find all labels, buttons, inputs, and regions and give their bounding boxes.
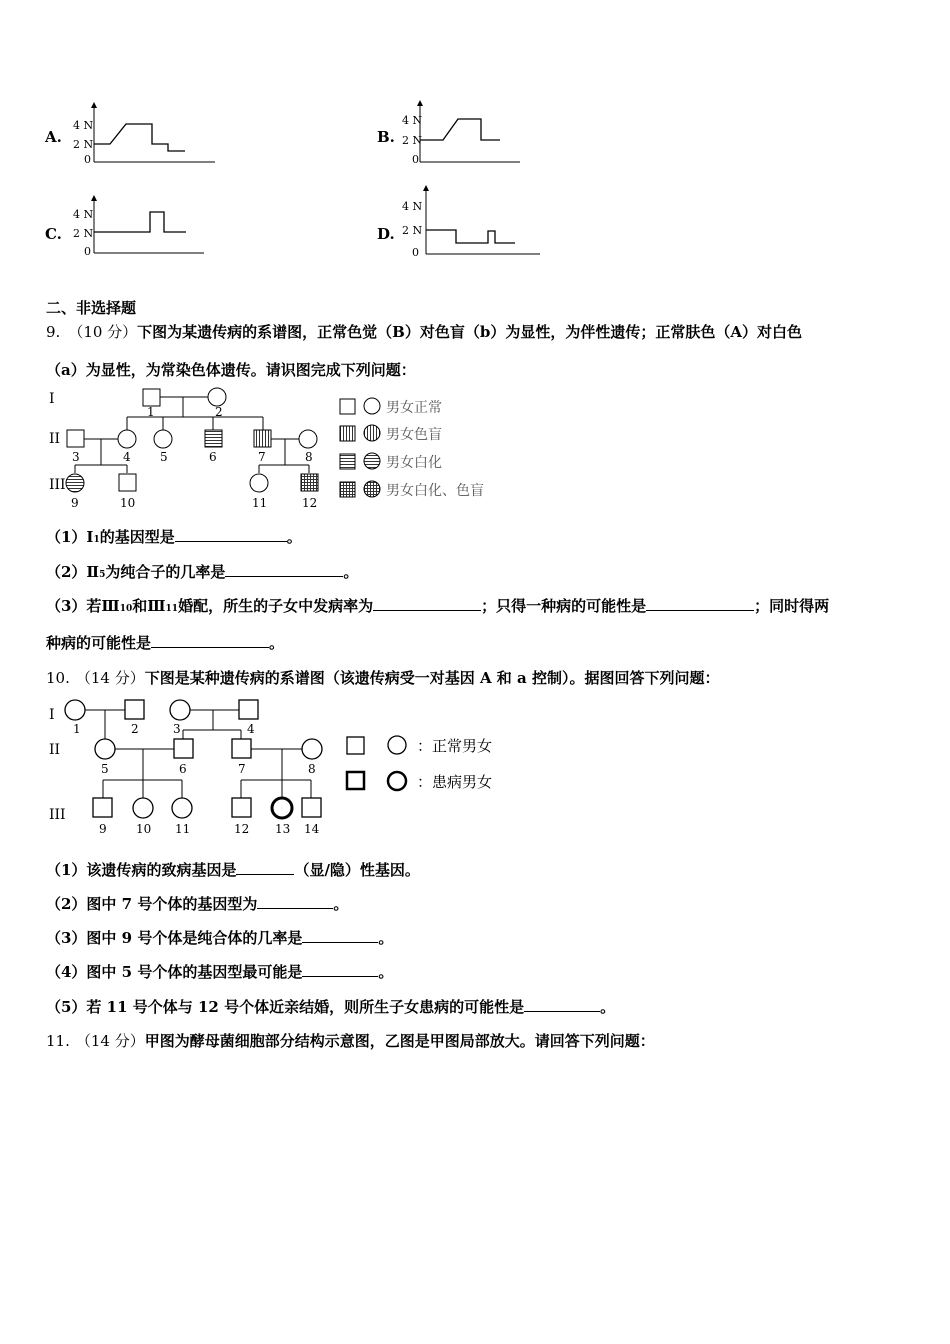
- q9-person-11: [250, 474, 268, 492]
- q10-person-12: [232, 798, 251, 817]
- q10-person-2: [125, 700, 144, 719]
- option-a-curve: [94, 124, 185, 151]
- q10-person-3: [170, 700, 190, 720]
- q10-num-2: 2: [131, 722, 139, 736]
- q9-gen-1: I: [49, 391, 55, 407]
- q9-sub2: （2）Ⅱ5为纯合子的几率是 。: [46, 563, 359, 581]
- q9-person-1: [143, 389, 160, 406]
- option-c-graph: [70, 195, 210, 265]
- q9-person-12: [301, 474, 318, 491]
- q9-num-6: 6: [209, 450, 217, 464]
- q9-person-4: [118, 430, 136, 448]
- q9-sub3-blank1[interactable]: [373, 596, 481, 611]
- q10-stem: 10. （14 分）下图是某种遗传病的系谱图（该遗传病受一对基因 A 和 a 控制）。据图回答下列问题：: [46, 669, 720, 687]
- q10-sub5-blank[interactable]: [524, 997, 600, 1012]
- q9-person-7: [254, 430, 271, 447]
- q9-pedigree: [45, 385, 515, 515]
- option-b-tick-2n: 2 N: [402, 134, 423, 147]
- q10-sub2: （2）图中 7 号个体的基因型为 。: [46, 895, 349, 913]
- q11-points: （14 分）: [75, 1032, 145, 1050]
- q9-person-8: [299, 430, 317, 448]
- q10-num-5: 5: [101, 762, 109, 776]
- q10-num-3: 3: [173, 722, 181, 736]
- q10-person-11: [172, 798, 192, 818]
- q9-num-5: 5: [160, 450, 168, 464]
- q9-sub3-blank2[interactable]: [646, 596, 754, 611]
- q9-sub2-blank[interactable]: [225, 562, 343, 577]
- option-d-tick-2n: 2 N: [402, 224, 423, 237]
- option-d-curve: [426, 230, 515, 243]
- q10-num-14: 14: [304, 822, 320, 836]
- q9-sub1: （1）Ⅰ1的基因型是 。: [46, 528, 302, 546]
- q9-sub3-line2: 种病的可能性是 。: [46, 634, 285, 652]
- q10-num-12: 12: [234, 822, 250, 836]
- q9-num-7: 7: [258, 450, 266, 464]
- q9-number: 9.: [46, 323, 61, 341]
- q9-sub3-blank3[interactable]: [151, 633, 269, 648]
- q9-legend-1: 男女正常: [386, 400, 442, 416]
- q10-sub2-blank[interactable]: [257, 894, 333, 909]
- section-title: 二、非选择题: [46, 299, 137, 317]
- option-c-tick-4n: 4 N: [73, 208, 94, 221]
- q10-sub3-blank[interactable]: [302, 928, 378, 943]
- q10-person-5: [95, 739, 115, 759]
- q9-legend-2: 男女色盲: [386, 427, 442, 443]
- option-b-curve: [420, 119, 500, 140]
- q9-legend-4: 男女白化、色盲: [386, 483, 484, 499]
- q9-sub1-blank[interactable]: [175, 527, 287, 542]
- q10-sub1: （1）该遗传病的致病基因是 （显/隐）性基因。: [46, 861, 420, 879]
- q9-gen-2: II: [49, 431, 61, 447]
- option-b-tick-4n: 4 N: [402, 114, 423, 127]
- option-d-tick-0: 0: [412, 246, 419, 259]
- q9-num-12: 12: [302, 496, 318, 510]
- q10-person-6: [174, 739, 193, 758]
- q9-gen-3: III: [49, 477, 66, 493]
- q9-person-6: [205, 430, 222, 447]
- q10-sub4-blank[interactable]: [302, 962, 378, 977]
- q11-stem: 11. （14 分）甲图为酵母菌细胞部分结构示意图，乙图是甲图局部放大。请回答下列问题：: [46, 1032, 655, 1050]
- q9-points: （10 分）: [68, 323, 138, 341]
- q10-num-4: 4: [247, 722, 255, 736]
- q9-person-10: [119, 474, 136, 491]
- option-c-tick-2n: 2 N: [73, 227, 94, 240]
- q10-gen-1: I: [49, 707, 55, 723]
- q10-num-1: 1: [73, 722, 81, 736]
- q9-stem-line1: 下图为某遗传病的系谱图，正常色觉（B）对色盲（b）为显性，为伴性遗传；正常肤色（A）对白色: [137, 323, 802, 341]
- q10-num-8: 8: [308, 762, 316, 776]
- q10-sub5: （5）若 11 号个体与 12 号个体近亲结婚，则所生子女患病的可能性是 。: [46, 998, 616, 1016]
- option-b-tick-0: 0: [412, 153, 419, 166]
- q9-num-4: 4: [123, 450, 131, 464]
- q10-legend-affected: ：患病男女: [417, 773, 493, 791]
- option-d-label: D.: [377, 225, 395, 243]
- option-c-curve: [94, 212, 186, 232]
- q10-person-13: [272, 798, 292, 818]
- q9-person-9: [66, 474, 84, 492]
- q10-person-14: [302, 798, 321, 817]
- q11-number: 11.: [46, 1032, 70, 1050]
- option-d-graph: [398, 183, 548, 263]
- option-a-graph: [70, 100, 220, 170]
- q10-pedigree: [45, 693, 515, 843]
- q10-person-9: [93, 798, 112, 817]
- q9-num-8: 8: [305, 450, 313, 464]
- q10-points: （14 分）: [75, 669, 145, 687]
- q10-num-13: 13: [275, 822, 291, 836]
- q10-num-6: 6: [179, 762, 187, 776]
- q10-person-7: [232, 739, 251, 758]
- option-a-tick-2n: 2 N: [73, 138, 94, 151]
- q10-person-4: [239, 700, 258, 719]
- option-a-tick-0: 0: [84, 153, 91, 166]
- q9-num-10: 10: [120, 496, 136, 510]
- option-d-tick-4n: 4 N: [402, 200, 423, 213]
- q10-num-9: 9: [99, 822, 107, 836]
- q9-num-1: 1: [147, 405, 155, 419]
- q9-num-2: 2: [215, 405, 223, 419]
- q10-person-8: [302, 739, 322, 759]
- q9-stem-line2: （a）为显性，为常染色体遗传。请识图完成下列问题：: [46, 361, 416, 379]
- option-a-tick-4n: 4 N: [73, 119, 94, 132]
- option-a-label: A.: [45, 128, 62, 146]
- q9-num-11: 11: [252, 496, 268, 510]
- q9-num-9: 9: [71, 496, 79, 510]
- q9-sub3-line1: （3）若Ⅲ10和Ⅲ11婚配，所生的子女中发病率为 ；只得一种病的可能性是 ；同时得两: [46, 597, 830, 615]
- q10-sub4: （4）图中 5 号个体的基因型最可能是 。: [46, 963, 394, 981]
- q9-line1: [46, 321, 802, 342]
- q9-person-2: [208, 388, 226, 406]
- q10-gen-2: II: [49, 742, 61, 758]
- q10-sub1-blank[interactable]: [236, 860, 294, 875]
- q9-legend-3: 男女白化: [386, 455, 442, 471]
- option-b-graph: [398, 98, 528, 168]
- option-b-label: B.: [377, 128, 395, 146]
- option-c-label: C.: [45, 225, 62, 243]
- q9-num-3: 3: [72, 450, 80, 464]
- q10-person-1: [65, 700, 85, 720]
- q10-number: 10.: [46, 669, 70, 687]
- q10-person-10: [133, 798, 153, 818]
- q10-num-7: 7: [238, 762, 246, 776]
- option-c-tick-0: 0: [84, 245, 91, 258]
- q10-num-10: 10: [136, 822, 152, 836]
- q9-person-3: [67, 430, 84, 447]
- q10-legend-normal: ：正常男女: [417, 737, 493, 755]
- q10-num-11: 11: [175, 822, 191, 836]
- q10-sub3: （3）图中 9 号个体是纯合体的几率是 。: [46, 929, 394, 947]
- q9-person-5: [154, 430, 172, 448]
- q10-gen-3: III: [49, 807, 66, 823]
